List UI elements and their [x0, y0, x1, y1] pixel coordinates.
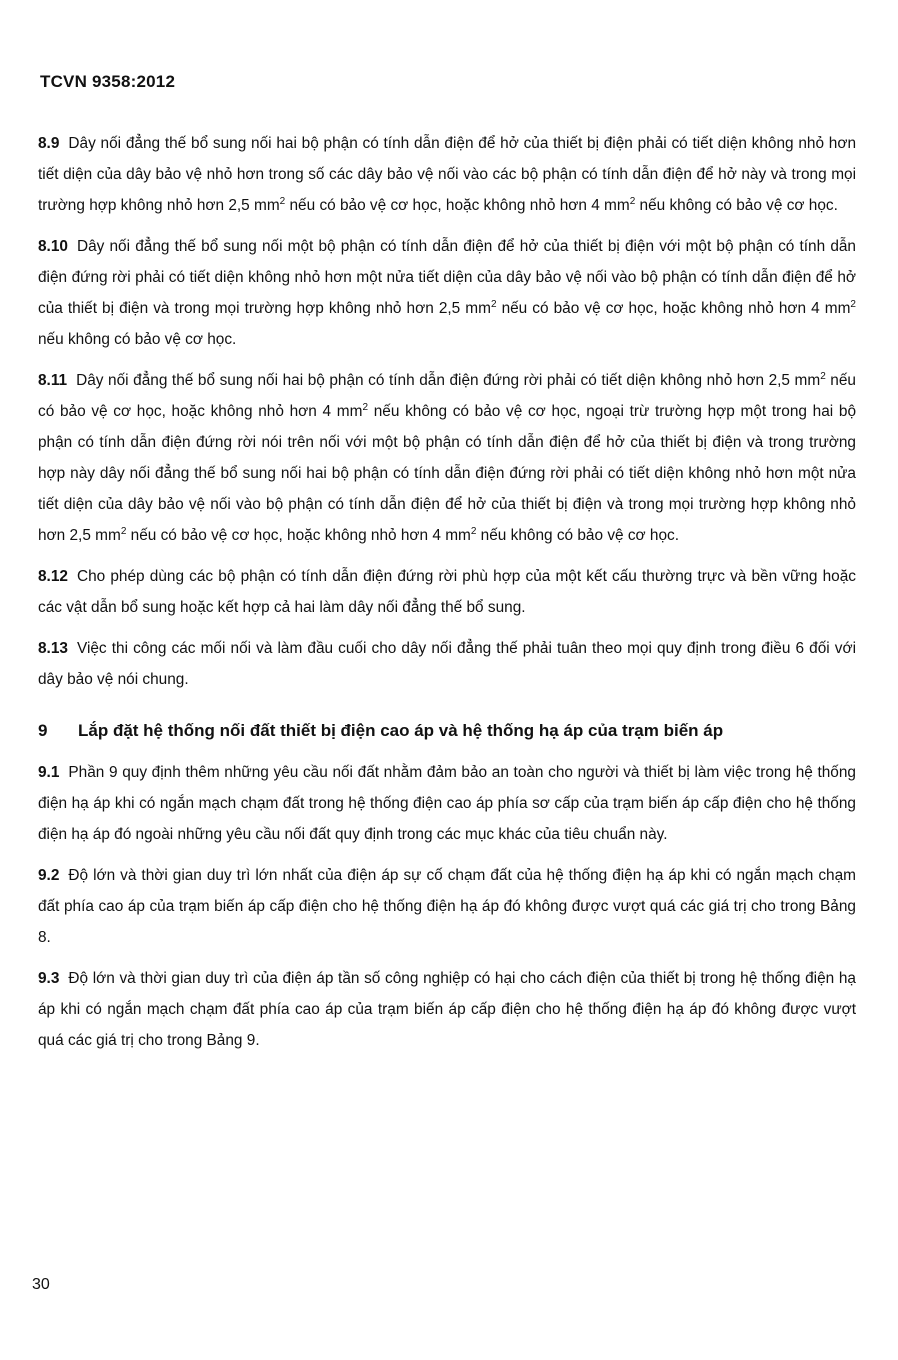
clause-text: Dây nối đẳng thế bổ sung nối hai bộ phận có tính dẫn điện để hở của thiết bị điện phải có tiết diện không nhỏ hơn tiết diện của dây bảo vệ nhỏ hơn trong số các dây bảo vệ nối vào các bộ phận có tính dẫn điện để hở này và trong mọi trường hợp không nhỏ hơn 2,5 mm	[38, 135, 856, 214]
clause-text: nếu có bảo vệ cơ học, hoặc không nhỏ hơn 4 mm	[285, 197, 630, 214]
clause-number: 8.12	[38, 568, 68, 585]
superscript: 2	[120, 525, 127, 537]
clause-text: nếu không có bảo vệ cơ học.	[635, 197, 838, 214]
superscript: 2	[279, 195, 286, 207]
standard-id-header: TCVN 9358:2012	[40, 72, 176, 91]
clause-9-3	[38, 963, 856, 1056]
clause-text: nếu có bảo vệ cơ học, hoặc không nhỏ hơn 4 mm	[126, 527, 471, 544]
superscript: 2	[490, 298, 497, 310]
clause-text: Việc thi công các mối nối và làm đầu cuối cho dây nối đẳng thế phải tuân theo mọi quy định trong điều 6 đối với dây bảo vệ nói chung.	[38, 640, 856, 688]
clause-text: Phần 9 quy định thêm những yêu cầu nối đất nhằm đảm bảo an toàn cho người và thiết bị làm việc trong hệ thống điện hạ áp khi có ngắn mạch chạm đất trong hệ thống điện cao áp phía sơ cấp của trạm biến áp cấp điện cho hệ thống điện hạ áp đó ngoài những yêu cầu nối đất quy định trong các mục khác của tiêu chuẩn này.	[38, 764, 856, 843]
clause-number: 8.11	[38, 372, 68, 389]
clause-8-12	[38, 561, 856, 623]
clause-number: 8.10	[38, 238, 68, 255]
section-9-heading	[38, 719, 856, 743]
clause-text: nếu không có bảo vệ cơ học, ngoại trừ trường hợp một trong hai bộ phận có tính dẫn điện đứng rời nói trên nối với một bộ phận có tính dẫn điện để hở của thiết bị điện và trong trường hợp này dây nối đẳng thế bổ sung nối hai bộ phận có tính dẫn điện đứng rời phải có tiết diện không nhỏ hơn một nửa tiết diện của dây bảo vệ nối vào bộ phận có tính dẫn điện để hở của thiết bị điện và trong mọi trường hợp không nhỏ hơn 2,5 mm	[38, 403, 857, 544]
clause-8-11	[38, 365, 856, 551]
document-body	[38, 128, 856, 1066]
clause-text: nếu không có bảo vệ cơ học.	[476, 527, 680, 544]
clause-8-10	[38, 231, 856, 355]
clause-text: nếu có bảo vệ cơ học, hoặc không nhỏ hơn 4 mm	[38, 372, 856, 420]
superscript: 2	[850, 298, 856, 310]
clause-text: Dây nối đẳng thế bổ sung nối hai bộ phận có tính dẫn điện đứng rời phải có tiết diện không nhỏ hơn 2,5 mm	[76, 372, 821, 389]
superscript: 2	[470, 525, 477, 537]
clause-8-13	[38, 633, 856, 695]
clause-text: Cho phép dùng các bộ phận có tính dẫn điện đứng rời phù hợp của một kết cấu thường trực và bền vững hoặc các vật dẫn bổ sung hoặc kết hợp cả hai làm dây nối đẳng thế bổ sung.	[38, 568, 856, 616]
superscript: 2	[820, 370, 826, 382]
clause-8-9	[38, 128, 856, 221]
clause-number: 8.9	[38, 135, 60, 152]
clause-text: nếu không có bảo vệ cơ học.	[38, 331, 237, 348]
clause-number: 8.13	[38, 640, 68, 657]
clause-text: Dây nối đẳng thế bổ sung nối một bộ phận có tính dẫn điện để hở của thiết bị điện với một bộ phận có tính dẫn điện đứng rời phải có tiết diện không nhỏ hơn một nửa tiết diện của dây bảo vệ nối vào bộ phận có tính dẫn điện để hở của thiết bị điện và trong mọi trường hợp không nhỏ hơn 2,5 mm	[38, 238, 856, 317]
section-number: 9	[38, 721, 48, 740]
clause-text: Độ lớn và thời gian duy trì của điện áp tần số công nghiệp có hại cho cách điện của thiết bị trong hệ thống điện hạ áp khi có ngắn mạch chạm đất phía cao áp của trạm biến áp cấp điện cho hệ thống điện hạ áp đó không được vượt quá các giá trị cho trong Bảng 9.	[38, 970, 856, 1049]
clause-9-2	[38, 860, 856, 953]
superscript: 2	[629, 195, 636, 207]
superscript: 2	[362, 401, 368, 413]
clause-number: 9.2	[38, 867, 60, 884]
clause-text: nếu có bảo vệ cơ học, hoặc không nhỏ hơn 4 mm	[496, 300, 851, 317]
section-title: Lắp đặt hệ thống nối đất thiết bị điện cao áp và hệ thống hạ áp của trạm biến áp	[78, 721, 724, 740]
page-number: 30	[32, 1276, 50, 1293]
clause-text: Độ lớn và thời gian duy trì lớn nhất của điện áp sự cố chạm đất của hệ thống điện hạ áp khi có ngắn mạch chạm đất phía cao áp của trạm biến áp cấp điện cho hệ thống điện hạ áp đó không được vượt quá các giá trị cho trong Bảng 8.	[38, 867, 856, 946]
clause-number: 9.3	[38, 970, 60, 987]
clause-9-1	[38, 757, 856, 850]
clause-number: 9.1	[38, 764, 60, 781]
